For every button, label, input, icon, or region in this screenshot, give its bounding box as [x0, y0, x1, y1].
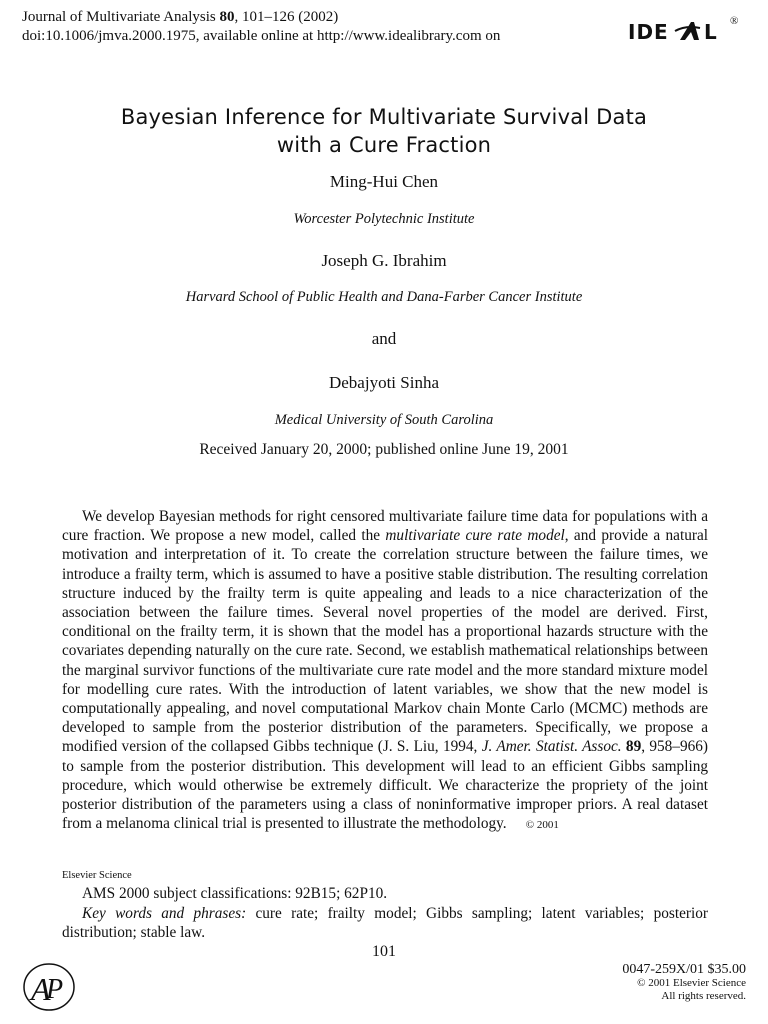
copyright-footer [622, 962, 746, 1003]
journal-citation: Journal of Multivariate Analysis 80, 101–126 (2002) [22, 9, 339, 25]
rights-reserved: All rights reserved. [661, 990, 746, 1002]
paper-title-line-2: with a Cure Fraction [276, 133, 492, 157]
page-number: 101 [372, 943, 396, 960]
svg-text:A: A [31, 971, 51, 1007]
author-affiliation: Harvard School of Public Health and Dana-Farber Cancer Institute [185, 289, 583, 305]
academic-press-logo [22, 962, 76, 1012]
keywords-label: Key words and phrases: [82, 905, 247, 922]
citation-volume: 89 [625, 738, 642, 756]
ams-classification: AMS 2000 subject classifications: 92B15; 62P10. [82, 885, 388, 902]
doi-line: doi:10.1006/jmva.2000.1975, available online at http://www.idealibrary.com on [22, 28, 501, 44]
author-name: Debajyoti Sinha [328, 373, 439, 392]
svg-text:L: L [704, 20, 717, 43]
svg-text:P: P [46, 974, 64, 1005]
issn-price: 0047-259X/01 $35.00 [622, 962, 746, 977]
model-name: multivariate cure rate model [385, 527, 565, 545]
abstract: We develop Bayesian methods for right censored multivariate failure time data for populations with a cure fraction. We propose a new model, called the multivariate cure rate model, and provide a natural motivation and interpretation of it. To create the correlation structure between the failure times, we introduce a frailty term, which is assumed to have a positive stable distribution. The resulting correlation structure induced by the frailty term is quite appealing and leads to a nice characterization of the association between the failure times. Several novel properties of the model are derived. First, conditional on the frailty term, it is shown that the model has a proportional hazards structure with the covariates depending naturally on the cure rate. Second, we establish mathematical relationships between the marginal survivor functions of the multivariate cure rate model and the more standard mixture model for modelling cure rates. With the introduction of latent variables, we show that the new model is computationally appealing, and novel computational Markov chain Monte Carlo (MCMC) methods are developed to sample from the posterior distribution of the parameters. Specifically, we propose a modified version of the collapsed Gibbs technique (J. S. Liu, 1994, J. Amer. Statist. Assoc. 89, 958–966) to sample from the posterior distribution. This development will lead to an efficient Gibbs sampling procedure, which would otherwise be extremely difficult. We characterize the propriety of the joint posterior distribution of the parameters using a class of noninformative improper priors. A real dataset from a melanoma clinical trial is presented to illustrate the methodology. © 2001 [62, 508, 708, 833]
author-affiliation: Worcester Polytechnic Institute [293, 211, 475, 227]
paper-title-line-1: Bayesian Inference for Multivariate Survival Data [120, 105, 648, 129]
abstract-copyright: © 2001 [525, 819, 559, 832]
copyright-line: © 2001 Elsevier Science [637, 977, 746, 989]
received-date: Received January 20, 2000; published online June 19, 2001 [199, 441, 569, 458]
svg-text:IDE: IDE [628, 20, 669, 43]
conjunction-and: and [371, 329, 397, 348]
paper-title [40, 103, 728, 159]
journal-volume: 80 [219, 9, 235, 25]
citation-journal: J. Amer. Statist. Assoc. [481, 738, 622, 756]
registered-mark: ® [730, 15, 739, 27]
keywords: Key words and phrases: cure rate; frailty model; Gibbs sampling; latent variables; posterior distribution; stable law. [62, 905, 708, 941]
author-name: Joseph G. Ibrahim [321, 251, 447, 270]
abstract-copyright-holder: Elsevier Science [62, 870, 132, 881]
author-name: Ming-Hui Chen [329, 172, 439, 191]
ideal-library-logo [628, 19, 728, 43]
author-affiliation: Medical University of South Carolina [274, 412, 494, 428]
